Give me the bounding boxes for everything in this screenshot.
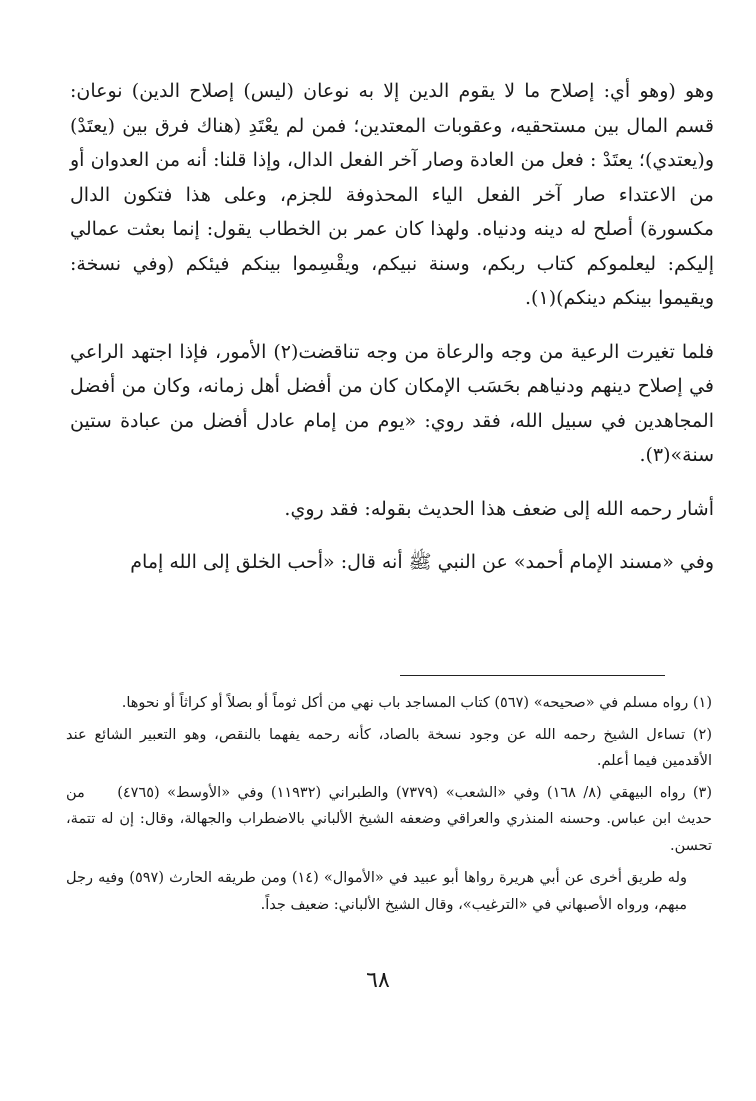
- footnote-2: [66, 722, 712, 775]
- footnote-text: تساءل الشيخ رحمه الله عن وجود نسخة بالصاد، كأنه رحمه يفهما بالنقص، وهو التعبير الشائع عند الأقدمين فيما أعلم.: [66, 726, 712, 769]
- paragraph-1: وهو (وهو أي: إصلاح ما لا يقوم الدين إلا به نوعان (ليس) إصلاح الدين) نوعان: قسم المال بين مستحقيه، وعقوبات المعتدين؛ فمن لم يعْتَدِ (هناك فرق بين (يعتَدْ) و(يعتدي)؛ يعتَدْ : فعل من العادة وصار آخر الفعل الدال، وإذا قلنا: أنه من العدوان أو من الاعتداء صار آخر الفعل الياء المحذوفة للجزم، وعلى هذا فتكون الدال مكسورة) أصلح له دينه ودنياه. ولهذا كان عمر بن الخطاب يقول: إنما بعثت عمالي إليكم: ليعلموكم كتاب ربكم، وسنة نبيكم، ويقْسِموا بينكم فيئكم (وفي نسخة: ويقيموا بينكم دينكم)(١).: [70, 80, 714, 309]
- main-body-text: [70, 74, 714, 580]
- paragraph-3: أشار رحمه الله إلى ضعف هذا الحديث بقوله: فقد روي.: [284, 497, 714, 520]
- footnotes: [66, 690, 712, 923]
- footnote-text: رواه البيهقي (٨/ ١٦٨) وفي «الشعب» (٧٣٧٩) والطبراني (١١٩٣٢) وفي «الأوسط» (٤٧٦٥): [117, 784, 686, 801]
- footnote-3-additional: وله طريق أخرى عن أبي هريرة رواها أبو عبيد في «الأموال» (١٤) ومن طريقه الحارث (٥٩٧) وفيه رجل مبهم، ورواه الأصبهاني في «الترغيب»، وقال الشيخ الألباني: ضعيف جداً.: [66, 870, 688, 913]
- footnote-marker: (١): [692, 695, 712, 711]
- footnote-separator: [400, 675, 665, 676]
- footnote-text-continued: من حديث ابن عباس. وحسنه المنذري والعراقي وضعفه الشيخ الألباني بالاضطراب والجهالة، وقال: إن له تتمة، تحسن.: [66, 784, 712, 854]
- page-number: ٦٨: [366, 968, 390, 993]
- footnote-text: رواه مسلم في «صحيحه» (٥٦٧) كتاب المساجد باب نهي من أكل ثوماً أو بصلاً أو كراثاً أو نحوها.: [121, 695, 689, 711]
- footnote-1: [66, 690, 712, 717]
- paragraph-4: وفي «مسند الإمام أحمد» عن النبي ﷺ أنه قال: «أحب الخلق إلى الله إمام: [130, 551, 714, 573]
- footnote-marker: (٢): [692, 726, 712, 743]
- footnote-3: [66, 780, 712, 860]
- paragraph-2: فلما تغيرت الرعية من وجه والرعاة من وجه تناقضت(٢) الأمور، فإذا اجتهد الراعي في إصلاح دينهم ودنياهم بحَسَب الإمكان كان من أفضل أهل زمانه، وكان من أفضل المجاهدين في سبيل الله، فقد روي: «يوم من إمام عادل أفضل من عبادة ستين سنة»(٣).: [70, 340, 714, 466]
- footnote-marker: (٣): [692, 784, 712, 801]
